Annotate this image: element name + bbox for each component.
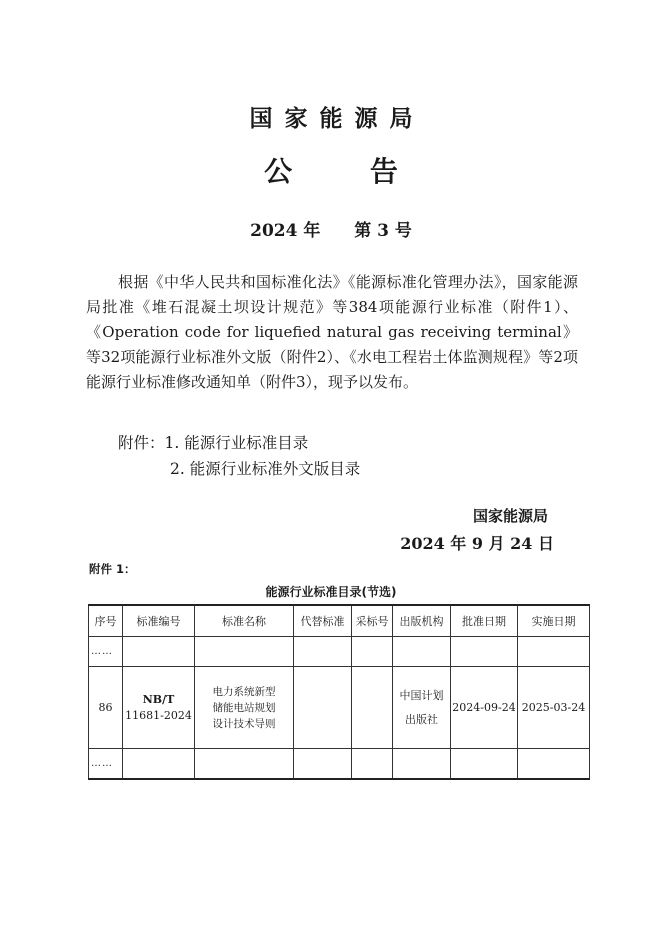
cell-name-line1: 电力系统新型	[212, 685, 276, 698]
attachments-label: 附件：	[118, 434, 165, 452]
col-header-adopted: 采标号	[352, 605, 393, 637]
attachments-list	[118, 430, 360, 482]
document-issue-number: 第 3 号	[354, 221, 412, 241]
attachment-item-2: 2. 能源行业标准外文版目录	[170, 460, 361, 478]
cell-code-prefix: NB/T	[142, 693, 175, 706]
cell-publisher-line1: 中国计划	[399, 688, 444, 702]
ellipsis-cell: ……	[89, 637, 123, 667]
attachment-item-1: 1. 能源行业标准目录	[164, 434, 309, 452]
announcement-body	[86, 270, 578, 395]
col-header-seq: 序号	[89, 605, 123, 637]
table-row-ellipsis-top	[89, 637, 590, 667]
col-header-code: 标准编号	[123, 605, 195, 637]
document-year: 2024 年	[250, 221, 321, 241]
col-header-name: 标准名称	[195, 605, 294, 637]
table-title: 能源行业标准目录(节选)	[265, 585, 397, 599]
cell-code	[123, 667, 195, 749]
cell-publisher-line2: 出版社	[405, 712, 438, 726]
signature-date: 2024 年 9 月 24 日	[400, 534, 554, 553]
cell-effective-date: 2025-03-24	[518, 667, 590, 749]
signature-org: 国家能源局	[472, 507, 548, 525]
cell-name-line3: 设计技术导则	[212, 717, 276, 730]
cell-name-line2: 储能电站规划	[212, 701, 276, 714]
col-header-effective-date: 实施日期	[518, 605, 590, 637]
table-row	[89, 667, 590, 749]
col-header-replaced: 代替标准	[294, 605, 352, 637]
standards-table	[88, 604, 590, 780]
col-header-approval-date: 批准日期	[451, 605, 518, 637]
document-title: 公 告	[264, 155, 432, 188]
announcement-paragraph: 根据《中华人民共和国标准化法》《能源标准化管理办法》，国家能源局批准《堆石混凝土坝设计规范》等384项能源行业标准（附件1）、《Operation code for liquefied natural gas receiving terminal》等32项能源行业标准外文版（附件2）、《水电工程岩土体监测规程》等2项能源行业标准修改通知单（附件3），现予以发布。	[86, 273, 578, 391]
cell-seq: 86	[89, 667, 123, 749]
col-header-publisher: 出版机构	[393, 605, 451, 637]
cell-approval-date: 2024-09-24	[451, 667, 518, 749]
cell-replaced	[294, 667, 352, 749]
cell-adopted	[352, 667, 393, 749]
issuing-agency: 国家能源局	[249, 106, 425, 132]
ellipsis-cell: ……	[89, 749, 123, 779]
document-number	[0, 216, 662, 241]
table-row-ellipsis-bottom	[89, 749, 590, 779]
cell-code-number: 11681-2024	[125, 709, 192, 722]
appendix-label: 附件 1：	[89, 562, 136, 576]
cell-publisher	[393, 667, 451, 749]
cell-name	[195, 667, 294, 749]
table-header-row	[89, 605, 590, 637]
